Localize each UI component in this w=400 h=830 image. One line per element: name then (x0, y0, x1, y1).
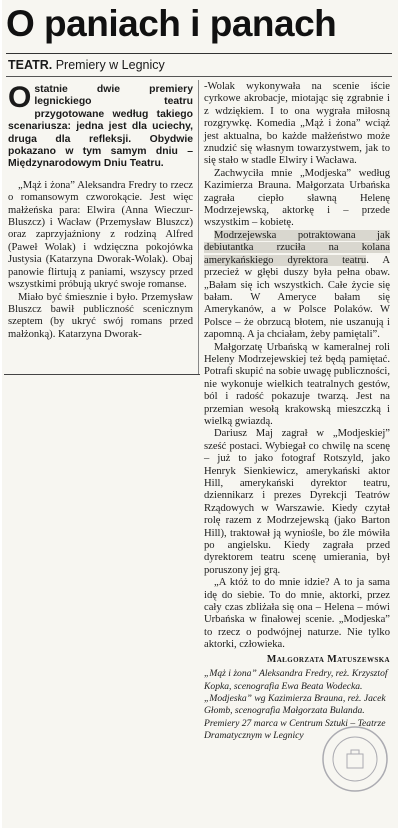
drop-cap: O (8, 81, 32, 114)
author-signature: Małgorzata Matuszewska (266, 653, 390, 665)
headline-rule (6, 53, 392, 54)
production-credits: „Mąż i żona” Aleksandra Fredry, reż. Krzysztof Kopka, scenografia Ewa Beata Wodecka. „Modjeska” wg Kazimierza Brauna, reż. Jacek Głomb, scenografia Małgorzata Bulanda. Premiery 27 marca w Centrum Sztuki – Teatrze Dramatycznym w Legnicy (204, 668, 388, 742)
right-column (204, 81, 390, 743)
lead-text: statnie dwie premiery legnickiego teatru przygotowane według takiego scenariusza: jedna jest dla uciechy, druga dla refleksji. Obydwie pokazano w tym samym dniu – Międzynarodowym Dniu Teatru. (8, 84, 193, 170)
kicker-section: TEATR. (8, 58, 53, 72)
body-paragraph: Miało być śmiesznie i było. Przemysław Bluszcz bawił publiczność scenicznym szeptem (by ukryć swój romans przed małżonką). Katarzyna Dworak- (8, 291, 193, 340)
lead-paragraph (8, 81, 193, 171)
body-paragraph: „Mąż i żona” Aleksandra Fredry to rzecz o romansowym czworokącie. Jest więc małżeńska para: Elwira (Anna Wieczur-Bluszcz) i Wacław (Przemysław Bluszcz) oraz zaprzyjaźniony z rodziną Alfred (Paweł Wolak) i wdzięczna pokojówka Justysia (Katarzyna Dworak-Wolak). Obaj panowie flirtują z paniami, wszyscy przed wszystkimi próbują ukryć swoje romanse. (8, 179, 193, 291)
body-paragraph: „A któż to do mnie idzie? A to ja sama idę do siebie. To do mnie, aktorki, przez cały czas zbliżała się ona – Helena – mówi Urbańska w finałowej scenie. „Modjeska” to rzecz o podwójnej naturze. Nie tylko aktorki, człowieka. (204, 577, 390, 651)
left-column-rule (4, 374, 200, 375)
column-divider (198, 80, 199, 374)
kicker-subject: Premiery w Legnicy (55, 58, 165, 72)
kicker-rule (6, 76, 392, 77)
archive-stamp-icon (320, 724, 390, 794)
left-column (8, 81, 193, 341)
body-paragraph: Zachwyciła mnie „Modjeska” według Kazimierza Brauna. Małgorzata Urbańska zagrała ciepło sławną Helenę Modrzejewską, aktorkę i – przede wszystkim – kobietę. (204, 167, 390, 229)
body-paragraph: Małgorzatę Urbańską w kameralnej roli Heleny Modrzejewskiej też będą pamiętać. Potrafi skupić na sobie uwagę publiczności, nie wykonuje wielkich teatralnych gestów, ból i radość pokazuje twarzą. Jest na przemian wesołą krakowską mieszczką i wielką gwiazdą. (204, 341, 390, 427)
kicker (8, 57, 165, 73)
body-text: . A przecież w głębi duszy była pełna obaw. „Bałam się ich wszystkich. Całe życie się bałam. W Ameryce bałam się Amerykanów, a w Polsce Polaków. W Polsce – że obrzucą błotem, nie uszanują i zapomną. A ja chciałam, żeby pamiętali”. (204, 254, 390, 341)
highlighted-text: Modrzejewska potraktowana jak debiutantka rzuciła na kolana amerykańskiego dyrektora teatru (204, 229, 390, 266)
body-paragraph: Dariusz Maj zagrał w „Modjeskiej” sześć postaci. Wybiegał co chwilę na scenę – już to jako fotograf Rotszyld, jako Henryk Sienkiewicz, amerykański aktor Hill, amerykański dyrektor teatru, dziennikarz i prezes Dyrekcji Teatrów Rządowych w Warszawie. Kiedy czytał rolę razem z Modrzejewską (jako Barton Hill), traktował ją wyniośle, bo źle mówiła po angielsku. Kiedy zagrała przed dyrektorem teatru scenę umierania, był poruszony jej grą. (204, 428, 390, 576)
body-paragraph (204, 230, 390, 342)
headline: O paniach i panach (6, 3, 337, 44)
body-paragraph: -Wolak wykonywała na scenie iście cyrkowe akrobacje, miotając się zgrabnie i z wdziękiem. I to ona wygrała miłosną rozgrywkę. Komedia „Mąż i żona” wciąż jest aktualna, bo każde małżeństwo może znudzić się własnym towarzystwem, jak to się stało w stadle Elwiry i Wacława. (204, 81, 390, 167)
